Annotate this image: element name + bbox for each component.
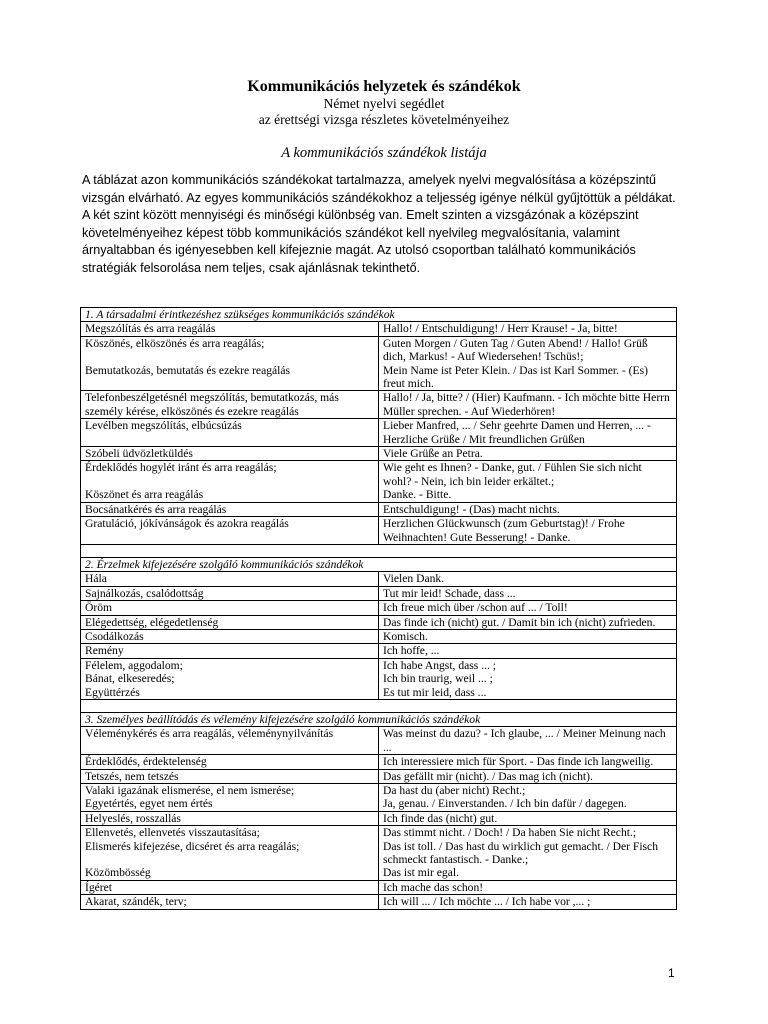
intention-text: Bánat, elkeseredés; bbox=[85, 672, 175, 686]
table-row bbox=[81, 322, 677, 336]
intention-cell bbox=[81, 811, 379, 825]
intention-text: Ellenvetés, ellenvetés visszautasítása; bbox=[85, 826, 260, 840]
table-row bbox=[81, 517, 677, 545]
example-cell bbox=[379, 811, 677, 825]
intention-cell bbox=[81, 895, 379, 909]
table-row bbox=[81, 502, 677, 516]
intention-cell bbox=[81, 880, 379, 894]
example-text: Ich will ... / Ich möchte ... / Ich habe vor ,... ; bbox=[383, 895, 591, 909]
example-cell bbox=[379, 644, 677, 658]
example-text: Wie geht es Ihnen? - Danke, gut. / Fühlen Sie sich nicht wohl? - Nein, ich bin leider erkältet.; bbox=[383, 461, 642, 488]
example-cell bbox=[379, 572, 677, 586]
section-heading: 3. Személyes beállítódás és vélemény kifejezésére szolgáló kommunikációs szándékok bbox=[81, 712, 677, 726]
example-text: Ja, genau. / Einverstanden. / Ich bin dafür / dagegen. bbox=[383, 797, 627, 811]
example-text: Viele Grüße an Petra. bbox=[383, 447, 483, 461]
intention-cell bbox=[81, 391, 379, 419]
list-title: A kommunikációs szándékok listája bbox=[281, 145, 487, 161]
example-cell bbox=[379, 629, 677, 643]
table-row bbox=[81, 727, 677, 755]
line-gap bbox=[85, 853, 374, 866]
intention-text: Akarat, szándék, terv; bbox=[85, 895, 187, 909]
example-text: Ich habe Angst, dass ... ; bbox=[383, 658, 497, 672]
intention-cell bbox=[81, 517, 379, 545]
intention-text: Ígéret bbox=[85, 880, 113, 894]
intention-text: Csodálkozás bbox=[85, 629, 144, 643]
table-row bbox=[81, 811, 677, 825]
example-cell bbox=[379, 826, 677, 881]
intention-text: Helyeslés, rosszallás bbox=[85, 811, 181, 825]
example-text: Das gefällt mir (nicht). / Das mag ich (nicht). bbox=[383, 769, 593, 783]
example-cell bbox=[379, 517, 677, 545]
table-row bbox=[81, 629, 677, 643]
example-cell bbox=[379, 322, 677, 336]
intention-text: Köszönés, elköszönés és arra reagálás; bbox=[85, 336, 265, 350]
example-text: Ich freue mich über /schon auf ... / Toll! bbox=[383, 601, 568, 615]
example-cell bbox=[379, 755, 677, 769]
example-cell bbox=[379, 784, 677, 812]
intention-cell bbox=[81, 572, 379, 586]
intention-text: Valaki igazának elismerése, el nem ismerése; bbox=[85, 784, 295, 797]
intention-text: Érdeklődés hogylét iránt és arra reagálás; bbox=[85, 461, 277, 475]
intention-text: Elismerés kifejezése, dicséret és arra reagálás; bbox=[85, 839, 300, 853]
table-row bbox=[81, 615, 677, 629]
table-row bbox=[81, 658, 677, 699]
intro-text bbox=[82, 172, 682, 278]
example-text: Ich interessiere mich für Sport. - Das finde ich langweilig. bbox=[383, 755, 654, 769]
intention-cell bbox=[81, 601, 379, 615]
intentions-table bbox=[80, 307, 677, 910]
line-gap bbox=[85, 475, 374, 488]
intention-text: Tetszés, nem tetszés bbox=[85, 769, 179, 783]
example-cell bbox=[379, 502, 677, 516]
intention-cell bbox=[81, 461, 379, 502]
example-cell bbox=[379, 601, 677, 615]
table-row bbox=[81, 461, 677, 502]
intention-text: Egyetértés, egyet nem értés bbox=[85, 797, 213, 811]
line-gap bbox=[85, 350, 374, 363]
example-cell bbox=[379, 658, 677, 699]
document-title: Kommunikációs helyzetek és szándékok bbox=[247, 78, 521, 95]
table-row bbox=[81, 586, 677, 600]
spacer-cell bbox=[81, 699, 677, 712]
table-row bbox=[81, 601, 677, 615]
table-row bbox=[81, 826, 677, 881]
table-row bbox=[81, 572, 677, 586]
document-subtitle: Német nyelvi segédlet bbox=[323, 96, 445, 111]
example-cell bbox=[379, 447, 677, 461]
intention-text: Véleménykérés és arra reagálás, véleménynyilvánítás bbox=[85, 727, 334, 741]
example-cell bbox=[379, 895, 677, 909]
intention-text: Szóbeli üdvözletküldés bbox=[85, 447, 193, 461]
example-text: Das ist toll. / Das hast du wirklich gut gemacht. / Der Fisch schmeckt fantastisch. - Danke.; bbox=[383, 839, 658, 867]
table-row bbox=[81, 784, 677, 812]
example-text: Herzlichen Glückwunsch (zum Geburtstag)! / Frohe Weihnachten! Gute Besserung! - Danke. bbox=[383, 517, 625, 544]
intention-text: Remény bbox=[85, 644, 124, 658]
section-heading-row bbox=[81, 557, 677, 571]
intention-cell bbox=[81, 769, 379, 783]
table-row bbox=[81, 447, 677, 461]
example-text: Da hast du (aber nicht) Recht.; bbox=[383, 784, 526, 797]
example-text: Ich hoffe, ... bbox=[383, 644, 440, 658]
example-text: Hallo! / Ja, bitte? / (Hier) Kaufmann. - Ich möchte bitte Herrn Müller sprechen. - Auf Wiederhören! bbox=[383, 391, 670, 418]
example-cell bbox=[379, 419, 677, 447]
example-text: Ich bin traurig, weil ... ; bbox=[383, 672, 493, 686]
example-text: Das ist mir egal. bbox=[383, 866, 459, 880]
intro-paragraph-2: A két szint között mennyiségi és minőségi különbség van. Emelt szinten a vizsgázónak a középszint követelményeihez képest több kommunikációs szándékot kell nyelvileg megvalósítania, valamint árnyaltabban és igényesebben kell kifejeznie magát. Az utolsó csoportban található kommunikációs stratégiák felsorolása nem teljes, csak ajánlásnak tekinthető. bbox=[82, 208, 639, 275]
intention-cell bbox=[81, 586, 379, 600]
example-cell bbox=[379, 461, 677, 502]
intention-text: Érdeklődés, érdektelenség bbox=[85, 755, 207, 769]
intention-text: Telefonbeszélgetésnél megszólítás, bemutatkozás, más személy kérése, elköszönés és ezekre reagálás bbox=[85, 391, 339, 418]
page-number: 1 bbox=[668, 966, 675, 980]
example-text: Danke. - Bitte. bbox=[383, 488, 452, 502]
table-row bbox=[81, 391, 677, 419]
intention-text: Sajnálkozás, csalódottság bbox=[85, 586, 204, 600]
spacer-row bbox=[81, 699, 677, 712]
table-row bbox=[81, 769, 677, 783]
example-cell bbox=[379, 880, 677, 894]
example-cell bbox=[379, 391, 677, 419]
intention-text: Levélben megszólítás, elbúcsúzás bbox=[85, 419, 242, 433]
example-cell bbox=[379, 769, 677, 783]
intention-text: Öröm bbox=[85, 601, 113, 615]
document-subtitle-2: az érettségi vizsga részletes követelményeihez bbox=[258, 112, 510, 127]
intention-text: Megszólítás és arra reagálás bbox=[85, 322, 216, 336]
example-text: Mein Name ist Peter Klein. / Das ist Karl Sommer. - (Es) freut mich. bbox=[383, 363, 648, 391]
intention-cell bbox=[81, 826, 379, 881]
intention-cell bbox=[81, 419, 379, 447]
intention-text: Köszönet és arra reagálás bbox=[85, 488, 204, 502]
table-row bbox=[81, 880, 677, 894]
intention-text: Bemutatkozás, bemutatás és ezekre reagálás bbox=[85, 363, 291, 377]
intention-text: Gratuláció, jókívánságok és azokra reagálás bbox=[85, 517, 289, 531]
intention-cell bbox=[81, 644, 379, 658]
intention-text: Együttérzés bbox=[85, 685, 140, 699]
intention-cell bbox=[81, 755, 379, 769]
intention-text: Hála bbox=[85, 572, 107, 586]
example-text: Ich finde das (nicht) gut. bbox=[383, 811, 498, 825]
table-row bbox=[81, 755, 677, 769]
table-row bbox=[81, 419, 677, 447]
section-heading-row bbox=[81, 308, 677, 322]
intention-cell bbox=[81, 322, 379, 336]
table-row bbox=[81, 336, 677, 391]
example-text: Tut mir leid! Schade, dass ... bbox=[383, 586, 516, 600]
example-text: Komisch. bbox=[383, 629, 428, 643]
example-text: Das stimmt nicht. / Doch! / Da haben Sie nicht Recht.; bbox=[383, 826, 637, 840]
intention-cell bbox=[81, 784, 379, 812]
example-text: Lieber Manfred, ... / Sehr geehrte Damen und Herren, ... - Herzliche Grüße / Mit freundlichen Grüßen bbox=[383, 419, 651, 446]
example-text: Was meinst du dazu? - Ich glaube, ... / Meiner Meinung nach ... bbox=[383, 727, 666, 754]
intention-text: Elégedettség, elégedetlenség bbox=[85, 615, 219, 629]
example-cell bbox=[379, 727, 677, 755]
table-row bbox=[81, 644, 677, 658]
intention-cell bbox=[81, 615, 379, 629]
intention-cell bbox=[81, 502, 379, 516]
intro-paragraph: A táblázat azon kommunikációs szándékokat tartalmazza, amelyek nyelvi megvalósítása a középszintű vizsgán elvárható. Az egyes kommunikációs szándékokhoz a teljesség igénye nélkül gyűjtöttük a példákat. bbox=[82, 173, 676, 205]
intention-cell bbox=[81, 658, 379, 699]
spacer-row bbox=[81, 544, 677, 557]
intention-text: Félelem, aggodalom; bbox=[85, 658, 183, 672]
example-text: Das finde ich (nicht) gut. / Damit bin ich (nicht) zufrieden. bbox=[383, 615, 656, 629]
example-text: Guten Morgen / Guten Tag / Guten Abend! / Hallo! Grüß dich, Markus! - Auf Wiedersehen! Tschüs!; bbox=[383, 336, 648, 364]
example-cell bbox=[379, 586, 677, 600]
intention-cell bbox=[81, 629, 379, 643]
section-heading-row bbox=[81, 712, 677, 726]
example-cell bbox=[379, 615, 677, 629]
example-cell bbox=[379, 336, 677, 391]
table-row bbox=[81, 895, 677, 909]
intention-cell bbox=[81, 447, 379, 461]
section-heading: 2. Érzelmek kifejezésére szolgáló kommunikációs szándékok bbox=[81, 557, 677, 571]
intention-cell bbox=[81, 727, 379, 755]
example-text: Ich mache das schon! bbox=[383, 880, 484, 894]
spacer-cell bbox=[81, 544, 677, 557]
example-text: Hallo! / Entschuldigung! / Herr Krause! - Ja, bitte! bbox=[383, 322, 618, 336]
section-heading: 1. A társadalmi érintkezéshez szükséges kommunikációs szándékok bbox=[81, 308, 677, 322]
example-text: Vielen Dank. bbox=[383, 572, 445, 586]
intention-text: Bocsánatkérés és arra reagálás bbox=[85, 502, 227, 516]
example-text: Entschuldigung! - (Das) macht nichts. bbox=[383, 502, 560, 516]
example-text: Es tut mir leid, dass ... bbox=[383, 685, 487, 699]
intention-text: Közömbösség bbox=[85, 866, 151, 880]
intention-cell bbox=[81, 336, 379, 391]
